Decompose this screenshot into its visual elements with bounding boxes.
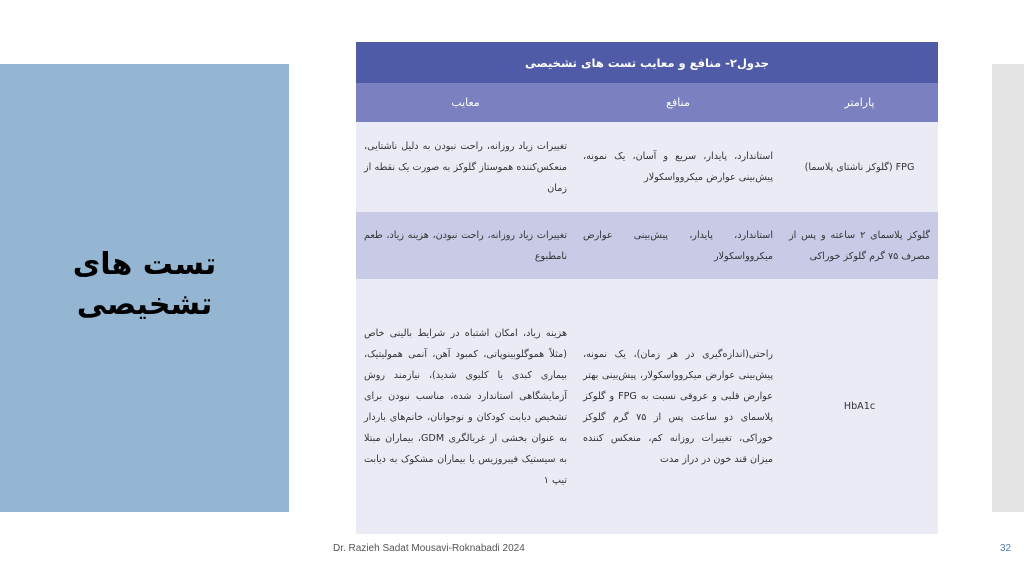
comparison-table	[356, 42, 938, 532]
slide-title-line1: تست های	[72, 247, 217, 282]
footer-author: Dr. Razieh Sadat Mousavi-Roknabadi 2024	[333, 543, 525, 554]
header-drawbacks: معایب	[356, 83, 575, 122]
cell-param: HbA1c	[781, 279, 938, 534]
table-header-row	[356, 83, 938, 122]
cell-benefits: راحتی(اندازه‌گیری در هر زمان)، یک نمونه، پیش‌بینی عوارض میکروواسکولار، پیش‌بینی بهتر عوارض قلبی و عروقی نسبت به FPG و گلوکز پلاسمای دو ساعت پس از ۷۵ گرم گلوکز خوراکی، تغییرات روزانه کم، منعکس کننده میزان قند خون در دراز مدت	[575, 279, 781, 534]
slide-title	[0, 245, 289, 325]
cell-benefits: استاندارد، پایدار، پیش‌بینی عوارض میکروواسکولار	[575, 212, 781, 279]
cell-drawbacks: تغییرات زیاد روزانه، راحت نبودن به دلیل ناشتایی، منعکس‌کننده هموستاز گلوکز به صورت یک نقطه از زمان	[356, 122, 575, 212]
header-param: پارامتر	[781, 83, 938, 122]
cell-drawbacks: هزینه زیاد، امکان اشتباه در شرایط بالینی خاص (مثلاً هموگلوبینوپاتی، کمبود آهن، آنمی همولیتیک، بیماری کبدی یا کلیوی شدید)، نیازمند روش آزمایشگاهی استاندارد شده، مناسب نبودن برای تشخیص دیابت کودکان و نوجوانان، خانم‌های باردار به عنوان بخشی از غربالگری GDM، بیماران مبتلا به سیستیک فیبروزیس یا بیماران مشکوک به دیابت تیپ ۱	[356, 279, 575, 534]
page-number: 32	[1000, 543, 1012, 554]
cell-drawbacks: تغییرات زیاد روزانه، راحت نبودن، هزینه زیاد، طعم نامطبوع	[356, 212, 575, 279]
table-row	[356, 122, 938, 212]
cell-param: گلوکز پلاسمای ۲ ساعته و پس از مصرف ۷۵ گرم گلوکز خوراکی	[781, 212, 938, 279]
table-caption: جدول۲- منافع و معایب تست های تشخیصی	[356, 42, 938, 83]
cell-benefits: استاندارد، پایدار، سریع و آسان، یک نمونه، پیش‌بینی عوارض میکروواسکولار	[575, 122, 781, 212]
table-row	[356, 279, 938, 534]
cell-param: FPG (گلوکز ناشتای پلاسما)	[781, 122, 938, 212]
table-body	[356, 83, 938, 534]
right-decoration-strip	[992, 64, 1024, 512]
table-row	[356, 212, 938, 279]
header-benefits: منافع	[575, 83, 781, 122]
slide-title-line2: تشخیصی	[76, 287, 213, 322]
